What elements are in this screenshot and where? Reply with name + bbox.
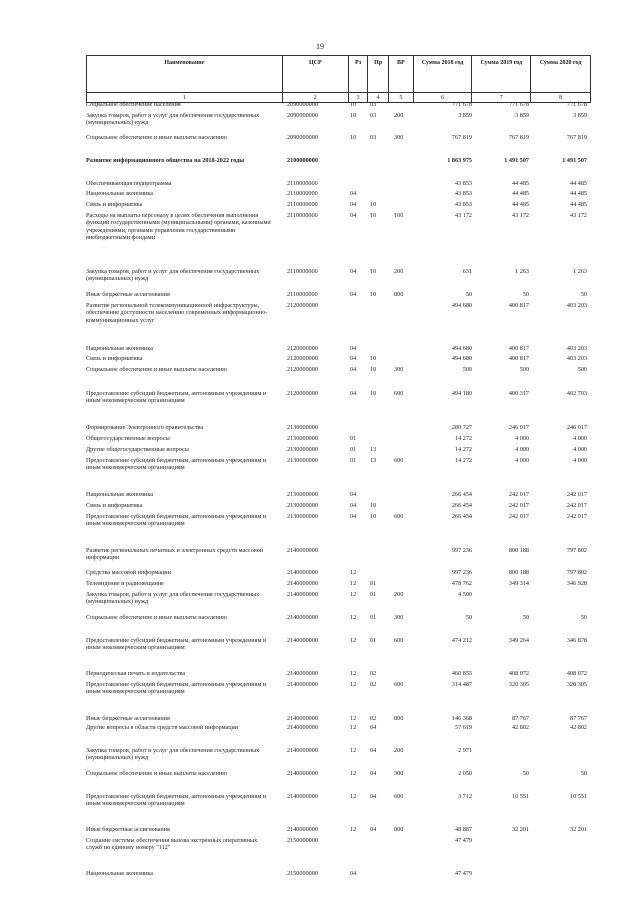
row-sum-2019: 242 017	[508, 513, 529, 520]
row-csr: 2130000000	[287, 424, 318, 431]
row-sum-2020: 50	[580, 291, 587, 298]
row-csr: 2120000000	[287, 302, 318, 309]
row-sum-2018: 14 272	[454, 457, 472, 464]
row-name: Развитие региональной телекоммуникационной инфраструктуры, обеспечение доступности населению современных информационно-коммуникационных услуг	[86, 302, 268, 324]
row-pr: 04	[370, 724, 377, 731]
header-vr: ВР	[388, 56, 413, 93]
header-rz: Рз	[348, 56, 368, 93]
row-sum-2019: 1 491 507	[504, 157, 529, 164]
row-sum-2018: 494 680	[451, 345, 472, 352]
row-sum-2018: 2 050	[458, 770, 472, 777]
row-name: Создание системы обеспечения вызова экстренных оперативных служб по единому номеру "112"	[86, 837, 258, 852]
row-pr: 10	[370, 502, 377, 509]
row-rz: 12	[350, 591, 357, 598]
row-pr: 04	[370, 793, 377, 800]
row-rz: 10	[350, 112, 357, 119]
row-rz: 12	[350, 569, 357, 576]
row-sum-2019: 4 000	[515, 457, 529, 464]
header-num: 1	[87, 93, 283, 103]
row-csr: 2140000000	[287, 826, 318, 833]
row-rz: 01	[350, 435, 357, 442]
row-csr: 2110000000	[287, 201, 318, 208]
row-rz: 12	[350, 793, 357, 800]
row-rz: 04	[350, 513, 357, 520]
row-pr: 02	[370, 681, 377, 688]
row-sum-2018: 767 819	[451, 134, 472, 141]
row-name: Периодическая печать и издательства	[86, 670, 186, 677]
row-vr: 100	[394, 212, 404, 219]
row-rz: 01	[350, 446, 357, 453]
row-sum-2018: 280 727	[451, 424, 472, 431]
row-sum-2019: 242 017	[508, 491, 529, 498]
row-csr: 2140000000	[287, 770, 318, 777]
row-sum-2018: 14 272	[454, 435, 472, 442]
row-sum-2020: 44 485	[569, 180, 587, 187]
row-sum-2018: 43 853	[454, 201, 472, 208]
row-name: Социальное обеспечение населения	[86, 101, 181, 108]
row-vr: 300	[394, 770, 404, 777]
row-sum-2018: 314 487	[451, 681, 472, 688]
row-sum-2019: 771 678	[508, 101, 529, 108]
row-csr: 2140000000	[287, 637, 318, 644]
row-rz: 04	[350, 201, 357, 208]
row-csr: 2120000000	[287, 355, 318, 362]
row-csr: 2090000000	[287, 101, 318, 108]
row-pr: 10	[370, 390, 377, 397]
row-sum-2018: 997 236	[451, 569, 472, 576]
row-sum-2018: 47 479	[454, 870, 472, 877]
row-sum-2019: 10 551	[511, 793, 529, 800]
row-sum-2020: 44 485	[569, 190, 587, 197]
row-sum-2020: 320 305	[566, 681, 587, 688]
row-rz: 04	[350, 345, 357, 352]
row-csr: 2140000000	[287, 670, 318, 677]
row-sum-2019: 242 017	[508, 502, 529, 509]
row-sum-2018: 47 479	[454, 837, 472, 844]
row-pr: 01	[370, 580, 377, 587]
row-sum-2019: 4 000	[515, 446, 529, 453]
row-name: Предоставление субсидий бюджетным, автономным учреждениям и иным некоммерческим организациям	[86, 793, 267, 808]
row-sum-2019: 767 819	[508, 134, 529, 141]
row-sum-2020: 43 172	[569, 212, 587, 219]
row-vr: 200	[394, 747, 404, 754]
row-rz: 04	[350, 390, 357, 397]
row-csr: 2140000000	[287, 569, 318, 576]
row-vr: 800	[394, 715, 404, 722]
row-vr: 600	[394, 457, 404, 464]
row-csr: 2140000000	[287, 747, 318, 754]
row-rz: 04	[350, 291, 357, 298]
row-csr: 2150000000	[287, 870, 318, 877]
row-sum-2018: 146 368	[451, 715, 472, 722]
row-sum-2020: 4 000	[573, 446, 587, 453]
row-sum-2019: 4 000	[515, 435, 529, 442]
row-rz: 04	[350, 268, 357, 275]
row-sum-2019: 43 172	[511, 212, 529, 219]
row-rz: 04	[350, 870, 357, 877]
row-csr: 2090000000	[287, 112, 318, 119]
row-name: Закупка товаров, работ и услуг для обеспечения государственных (муниципальных) нужд	[86, 591, 260, 606]
header-pr: Пр	[368, 56, 389, 93]
row-sum-2020: 767 819	[566, 134, 587, 141]
row-sum-2019: 1 263	[515, 268, 529, 275]
row-sum-2018: 474 212	[451, 637, 472, 644]
row-name: Национальная экономика	[86, 491, 154, 498]
row-name: Другие общегосударственные вопросы	[86, 446, 189, 453]
row-sum-2018: 266 454	[451, 491, 472, 498]
row-csr: 2110000000	[287, 291, 318, 298]
row-pr: 10	[370, 212, 377, 219]
row-csr: 2140000000	[287, 580, 318, 587]
row-sum-2018: 4 500	[458, 591, 472, 598]
row-name: Закупка товаров, работ и услуг для обеспечения государственных (муниципальных) нужд	[86, 112, 260, 127]
row-name: Другие вопросы в области средств массовой информации	[86, 724, 239, 731]
row-vr: 300	[394, 614, 404, 621]
row-sum-2020: 403 203	[566, 355, 587, 362]
header-num: 3	[348, 93, 368, 103]
header-csr: ЦСР	[282, 56, 348, 93]
row-name: Телевидение и радиовещание	[86, 580, 164, 587]
row-sum-2018: 494 180	[451, 390, 472, 397]
row-pr: 04	[370, 770, 377, 777]
row-name: Национальная экономика	[86, 345, 154, 352]
row-csr: 2130000000	[287, 446, 318, 453]
row-rz: 12	[350, 614, 357, 621]
row-name: Социальное обеспечение и иные выплаты населению	[86, 366, 227, 373]
row-rz: 10	[350, 101, 357, 108]
row-csr: 2100000000	[287, 157, 318, 164]
row-sum-2018: 2 971	[458, 747, 472, 754]
header-num: 5	[388, 93, 413, 103]
row-sum-2018: 3 859	[458, 112, 472, 119]
row-sum-2019: 400 817	[508, 345, 529, 352]
row-sum-2018: 50	[465, 291, 472, 298]
row-name: Связь и информатика	[86, 355, 143, 362]
row-name: Предоставление субсидий бюджетным, автономным учреждениям и иным некоммерческим организациям	[86, 513, 267, 528]
row-pr: 13	[370, 457, 377, 464]
row-csr: 2090000000	[287, 134, 318, 141]
row-name: Развитие региональных печатных и электронных средств массовой информации	[86, 547, 264, 562]
row-sum-2019: 3 859	[515, 112, 529, 119]
row-sum-2020: 403 203	[566, 345, 587, 352]
row-sum-2020: 3 859	[573, 112, 587, 119]
row-vr: 200	[394, 591, 404, 598]
row-rz: 10	[350, 134, 357, 141]
row-rz: 04	[350, 190, 357, 197]
row-csr: 2120000000	[287, 390, 318, 397]
row-sum-2020: 1 263	[573, 268, 587, 275]
row-sum-2019: 400 817	[508, 355, 529, 362]
header-name: Наименование	[87, 56, 283, 93]
row-sum-2019: 400 317	[508, 390, 529, 397]
row-pr: 10	[370, 513, 377, 520]
row-rz: 01	[350, 457, 357, 464]
row-rz: 12	[350, 715, 357, 722]
row-sum-2018: 266 454	[451, 502, 472, 509]
row-csr: 2130000000	[287, 491, 318, 498]
row-pr: 01	[370, 637, 377, 644]
row-csr: 2110000000	[287, 268, 318, 275]
row-sum-2019: 800 188	[508, 569, 529, 576]
row-sum-2019: 44 485	[511, 201, 529, 208]
header-num: 6	[413, 93, 472, 103]
row-sum-2020: 246 017	[566, 424, 587, 431]
row-sum-2019: 50	[522, 770, 529, 777]
row-pr: 10	[370, 201, 377, 208]
row-csr: 2130000000	[287, 435, 318, 442]
row-sum-2019: 349 264	[508, 637, 529, 644]
row-sum-2019: 800 188	[508, 547, 529, 554]
row-sum-2018: 43 853	[454, 180, 472, 187]
row-sum-2018: 771 678	[451, 101, 472, 108]
row-sum-2018: 494 680	[451, 302, 472, 309]
row-sum-2020: 797 802	[566, 547, 587, 554]
row-name: Средства массовой информации	[86, 569, 171, 576]
row-csr: 2120000000	[287, 366, 318, 373]
row-sum-2019: 320 305	[508, 681, 529, 688]
row-sum-2020: 10 551	[569, 793, 587, 800]
row-sum-2019: 44 485	[511, 190, 529, 197]
row-csr: 2110000000	[287, 212, 318, 219]
header-sum-2020: Сумма 2020 год	[531, 56, 591, 93]
row-sum-2019: 246 017	[508, 424, 529, 431]
row-csr: 2150000000	[287, 837, 318, 844]
row-sum-2020: 242 017	[566, 491, 587, 498]
row-vr: 300	[394, 134, 404, 141]
row-csr: 2140000000	[287, 715, 318, 722]
row-name: Общегосударственные вопросы	[86, 435, 170, 442]
row-rz: 12	[350, 580, 357, 587]
row-pr: 01	[370, 614, 377, 621]
row-csr: 2120000000	[287, 345, 318, 352]
row-csr: 2140000000	[287, 614, 318, 621]
row-vr: 800	[394, 291, 404, 298]
page-number: 19	[316, 42, 324, 51]
row-sum-2018: 494 680	[451, 355, 472, 362]
row-pr: 04	[370, 826, 377, 833]
row-sum-2020: 42 802	[569, 724, 587, 731]
row-rz: 04	[350, 491, 357, 498]
row-sum-2020: 87 767	[569, 715, 587, 722]
row-pr: 10	[370, 291, 377, 298]
row-vr: 600	[394, 793, 404, 800]
header-num: 7	[472, 93, 531, 103]
row-name: Расходы на выплаты персоналу в целях обеспечения выполнения функций государственными (муниципальными) органами, казенными учреждениями, органами управления государственными внебюджетными фондами	[86, 212, 271, 242]
row-pr: 03	[370, 134, 377, 141]
row-rz: 12	[350, 681, 357, 688]
row-rz: 04	[350, 355, 357, 362]
row-sum-2020: 242 017	[566, 502, 587, 509]
row-sum-2018: 57 619	[454, 724, 472, 731]
row-sum-2018: 1 863 975	[447, 157, 472, 164]
row-name: Социальное обеспечение и иные выплаты населению	[86, 770, 227, 777]
row-name: Предоставление субсидий бюджетным, автономным учреждениям и иным некоммерческим организациям	[86, 681, 267, 696]
row-rz: 12	[350, 747, 357, 754]
row-name: Обеспечивающая подпрограмма	[86, 180, 172, 187]
row-sum-2018: 478 762	[451, 580, 472, 587]
row-sum-2018: 460 855	[451, 670, 472, 677]
row-sum-2020: 402 703	[566, 390, 587, 397]
row-sum-2019: 44 485	[511, 180, 529, 187]
header-num: 4	[368, 93, 389, 103]
row-vr: 600	[394, 681, 404, 688]
row-rz: 12	[350, 670, 357, 677]
row-csr: 2140000000	[287, 591, 318, 598]
row-sum-2020: 797 802	[566, 569, 587, 576]
row-csr: 2140000000	[287, 681, 318, 688]
row-sum-2019: 50	[522, 291, 529, 298]
row-name: Иные бюджетные ассигнования	[86, 291, 170, 298]
row-pr: 10	[370, 366, 377, 373]
row-name: Развитие информационного общества на 2018-2022 годы	[86, 157, 245, 164]
row-sum-2018: 500	[462, 366, 472, 373]
row-sum-2019: 408 072	[508, 670, 529, 677]
row-csr: 2140000000	[287, 793, 318, 800]
table-header	[86, 55, 591, 103]
row-sum-2020: 403 203	[566, 302, 587, 309]
row-name: Предоставление субсидий бюджетным, автономным учреждениям и иным некоммерческим организациям	[86, 390, 267, 405]
row-rz: 04	[350, 366, 357, 373]
row-pr: 03	[370, 101, 377, 108]
row-rz: 12	[350, 637, 357, 644]
row-sum-2020: 50	[580, 614, 587, 621]
row-sum-2018: 14 272	[454, 446, 472, 453]
row-sum-2019: 42 802	[511, 724, 529, 731]
row-sum-2020: 346 928	[566, 580, 587, 587]
row-pr: 10	[370, 355, 377, 362]
row-sum-2020: 50	[580, 770, 587, 777]
row-rz: 04	[350, 212, 357, 219]
row-pr: 10	[370, 268, 377, 275]
row-rz: 12	[350, 826, 357, 833]
row-sum-2020: 500	[577, 366, 587, 373]
row-rz: 12	[350, 770, 357, 777]
row-sum-2018: 43 853	[454, 190, 472, 197]
row-name: Национальная экономика	[86, 190, 154, 197]
row-sum-2019: 349 314	[508, 580, 529, 587]
row-name: Связь и информатика	[86, 502, 143, 509]
header-num: 8	[531, 93, 591, 103]
row-sum-2019: 500	[519, 366, 529, 373]
row-vr: 800	[394, 826, 404, 833]
row-vr: 600	[394, 513, 404, 520]
row-csr: 2130000000	[287, 513, 318, 520]
row-name: Закупка товаров, работ и услуг для обеспечения государственных (муниципальных) нужд	[86, 268, 260, 283]
row-rz: 04	[350, 502, 357, 509]
row-name: Предоставление субсидий бюджетным, автономным учреждениям и иным некоммерческим организациям	[86, 637, 267, 652]
row-vr: 600	[394, 390, 404, 397]
row-sum-2018: 266 454	[451, 513, 472, 520]
row-name: Формирование Электронного правительства	[86, 424, 204, 431]
row-vr: 600	[394, 637, 404, 644]
row-sum-2020: 408 072	[566, 670, 587, 677]
row-name: Связь и информатика	[86, 201, 143, 208]
row-pr: 02	[370, 670, 377, 677]
header-sum-2018: Сумма 2018 год	[413, 56, 472, 93]
row-sum-2020: 346 878	[566, 637, 587, 644]
row-csr: 2140000000	[287, 547, 318, 554]
row-sum-2018: 3 712	[458, 793, 472, 800]
row-sum-2018: 997 236	[451, 547, 472, 554]
row-pr: 02	[370, 715, 377, 722]
row-sum-2019: 50	[522, 614, 529, 621]
header-sum-2019: Сумма 2019 год	[472, 56, 531, 93]
row-sum-2020: 242 017	[566, 513, 587, 520]
row-pr: 03	[370, 112, 377, 119]
row-pr: 04	[370, 747, 377, 754]
row-vr: 200	[394, 112, 404, 119]
row-sum-2020: 4 000	[573, 435, 587, 442]
row-name: Предоставление субсидий бюджетным, автономным учреждениям и иным некоммерческим организациям	[86, 457, 267, 472]
row-csr: 2140000000	[287, 724, 318, 731]
row-rz: 12	[350, 724, 357, 731]
row-sum-2020: 771 678	[566, 101, 587, 108]
row-name: Социальное обеспечение и иные выплаты населению	[86, 134, 227, 141]
row-sum-2020: 4 000	[573, 457, 587, 464]
row-csr: 2110000000	[287, 180, 318, 187]
header-num: 2	[282, 93, 348, 103]
row-sum-2018: 43 172	[454, 212, 472, 219]
row-sum-2018: 631	[462, 268, 472, 275]
row-csr: 2110000000	[287, 190, 318, 197]
row-sum-2019: 87 767	[511, 715, 529, 722]
row-name: Закупка товаров, работ и услуг для обеспечения государственных (муниципальных) нужд	[86, 747, 260, 762]
row-vr: 200	[394, 268, 404, 275]
row-pr: 13	[370, 446, 377, 453]
row-vr: 300	[394, 366, 404, 373]
row-sum-2018: 48 887	[454, 826, 472, 833]
row-pr: 01	[370, 591, 377, 598]
row-sum-2020: 1 491 507	[562, 157, 587, 164]
row-sum-2019: 32 201	[511, 826, 529, 833]
row-csr: 2130000000	[287, 457, 318, 464]
row-name: Иные бюджетные ассигнования	[86, 826, 170, 833]
row-sum-2020: 32 201	[569, 826, 587, 833]
row-name: Социальное обеспечение и иные выплаты населению	[86, 614, 227, 621]
row-name: Национальная экономика	[86, 870, 154, 877]
row-sum-2018: 50	[465, 614, 472, 621]
row-csr: 2130000000	[287, 502, 318, 509]
row-name: Иные бюджетные ассигнования	[86, 715, 170, 722]
row-sum-2019: 400 817	[508, 302, 529, 309]
row-sum-2020: 44 485	[569, 201, 587, 208]
